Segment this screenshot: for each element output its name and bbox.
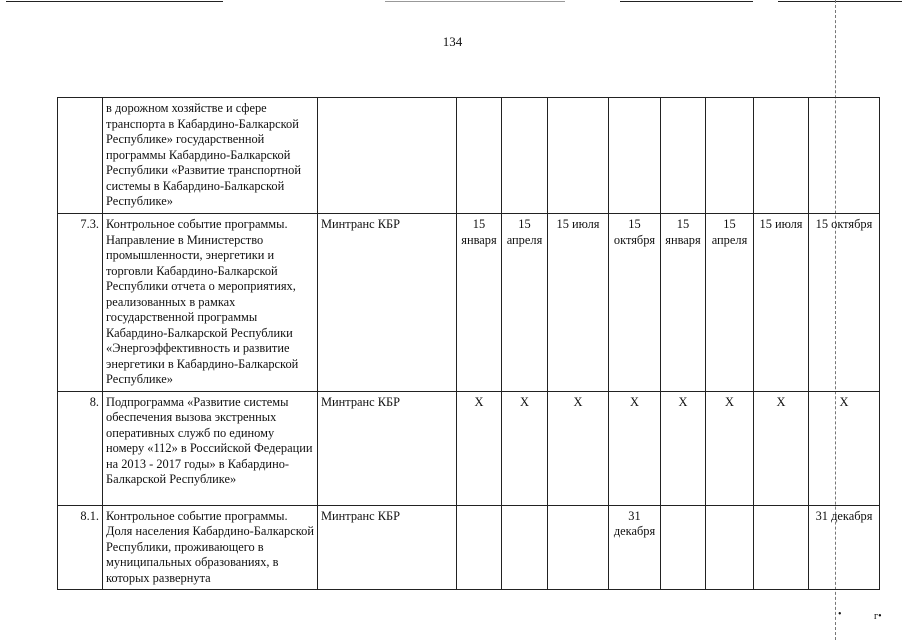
row-number: 8.1. xyxy=(58,505,103,590)
cell-q4-y1: 31 декабря xyxy=(609,505,661,590)
cell-q3-y2: X xyxy=(754,391,809,505)
top-rule-3 xyxy=(620,1,753,2)
cell-q3-y1: X xyxy=(548,391,609,505)
cell-q2-y2 xyxy=(706,505,754,590)
cell-q1-y2 xyxy=(661,98,706,214)
cell-q4-y2: 31 декабря xyxy=(809,505,880,590)
cell-q2-y1 xyxy=(502,98,548,214)
cell-q1-y2 xyxy=(661,505,706,590)
cell-q1-y2: X xyxy=(661,391,706,505)
row-responsible: Минтранс КБР xyxy=(318,214,457,392)
scan-mark-2: г• xyxy=(874,611,882,622)
row-responsible xyxy=(318,98,457,214)
row-responsible: Минтранс КБР xyxy=(318,505,457,590)
table-row xyxy=(58,505,880,590)
top-rule-2 xyxy=(385,1,565,2)
cell-q4-y1: X xyxy=(609,391,661,505)
cell-q1-y1 xyxy=(457,98,502,214)
row-responsible: Минтранс КБР xyxy=(318,391,457,505)
cell-q4-y2 xyxy=(809,98,880,214)
row-description: Подпрограмма «Развитие системы обеспечения вызова экстренных оперативных служб по единому номеру «112» в Российской Федерации на 2013 - 2017 годы» в Кабардино-Балкарской Республике» xyxy=(103,391,318,505)
row-number xyxy=(58,98,103,214)
row-number: 7.3. xyxy=(58,214,103,392)
cell-q2-y1 xyxy=(502,505,548,590)
table-row xyxy=(58,98,880,214)
top-rule-1 xyxy=(6,1,223,2)
cell-q2-y1: X xyxy=(502,391,548,505)
cell-q2-y1: 15 апреля xyxy=(502,214,548,392)
row-description: Контрольное событие программы. Доля населения Кабардино-Балкарской Республики, проживающего в муниципальных образованиях, в которых развернута xyxy=(103,505,318,590)
scan-mark-1: • xyxy=(838,609,842,620)
cell-q1-y2: 15 января xyxy=(661,214,706,392)
row-number: 8. xyxy=(58,391,103,505)
page-number: 134 xyxy=(442,34,463,49)
cell-q4-y1: 15 октября xyxy=(609,214,661,392)
cell-q1-y1: 15 января xyxy=(457,214,502,392)
cell-q2-y2: 15 апреля xyxy=(706,214,754,392)
cell-q3-y2: 15 июля xyxy=(754,214,809,392)
cell-q4-y1 xyxy=(609,98,661,214)
cell-q1-y1 xyxy=(457,505,502,590)
table-row xyxy=(58,391,880,505)
cell-q3-y2 xyxy=(754,98,809,214)
cell-q2-y2: X xyxy=(706,391,754,505)
cell-q3-y1 xyxy=(548,98,609,214)
row-description: в дорожном хозяйстве и сфере транспорта в Кабардино-Балкарской Республике» государственной программы Кабардино-Балкарской Республики «Развитие транспортной системы в Кабардино-Балкарской Республике» xyxy=(103,98,318,214)
cell-q4-y2: X xyxy=(809,391,880,505)
schedule-table xyxy=(57,97,880,590)
cell-q4-y2: 15 октября xyxy=(809,214,880,392)
cell-q3-y1: 15 июля xyxy=(548,214,609,392)
table-row xyxy=(58,214,880,392)
row-description: Контрольное событие программы. Направление в Министерство промышленности, энергетики и торговли Кабардино-Балкарской Республики отчета о мероприятиях, реализованных в рамках государственной программы Кабардино-Балкарской Республики «Энергоэффективность и развитие энергетики в Кабардино-Балкарской Республике» xyxy=(103,214,318,392)
cell-q1-y1: X xyxy=(457,391,502,505)
top-rule-4 xyxy=(778,1,902,2)
cell-q2-y2 xyxy=(706,98,754,214)
cell-q3-y1 xyxy=(548,505,609,590)
cell-q3-y2 xyxy=(754,505,809,590)
